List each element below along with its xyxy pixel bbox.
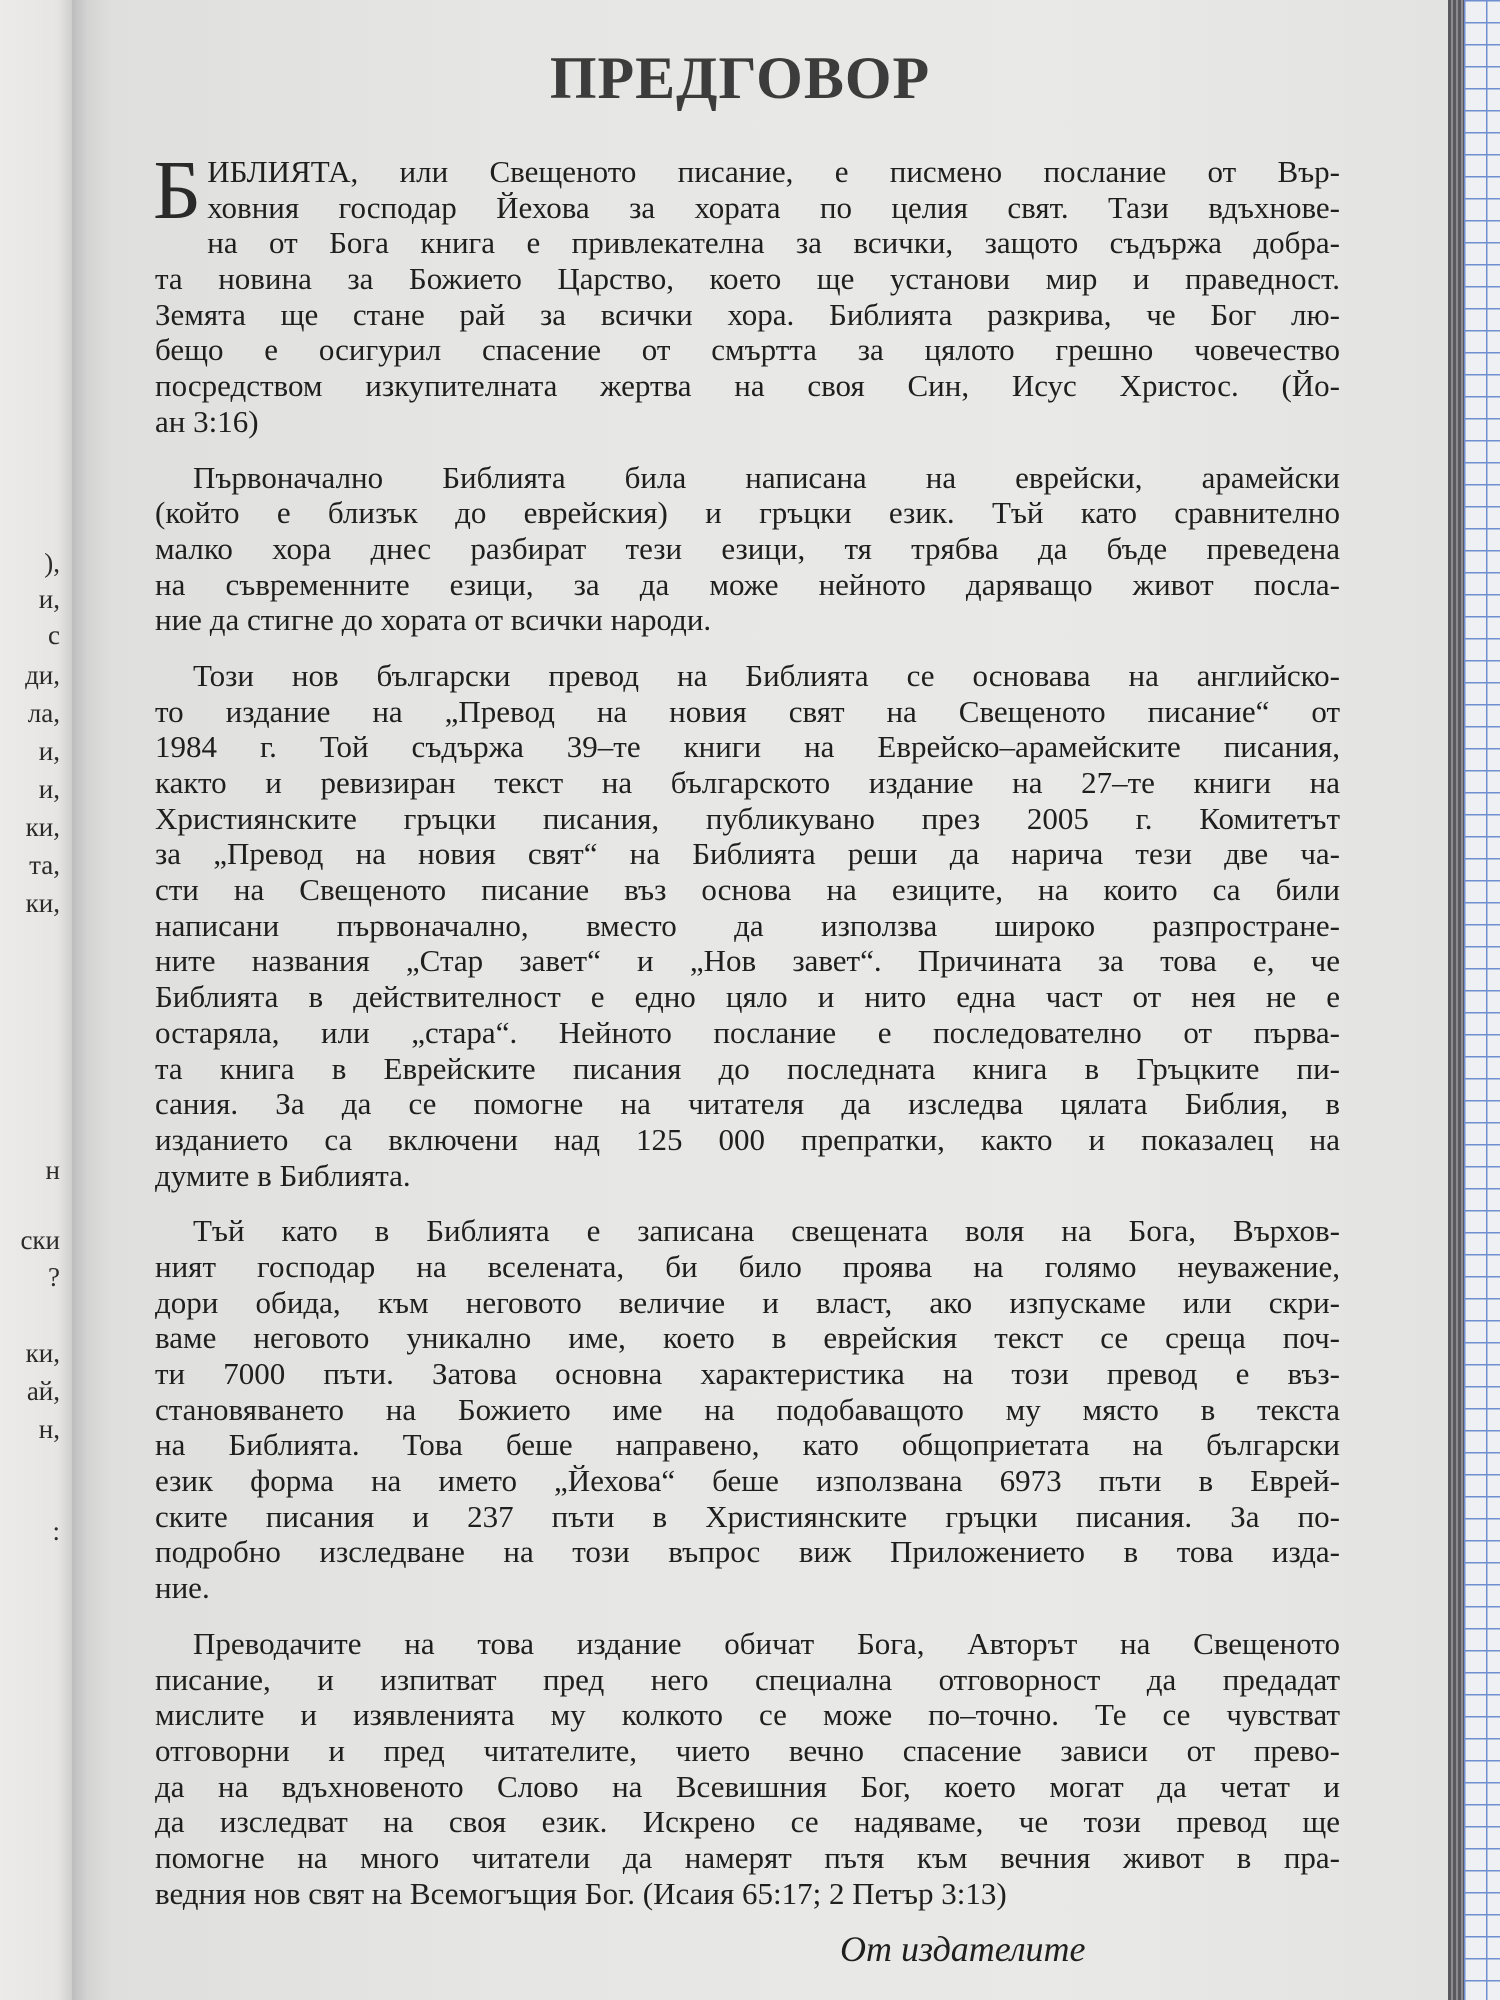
text-line: ти 7000 пъти. Затова основна характеристика на този превод е въз- — [155, 1356, 1340, 1391]
text-line: дори обида, към неговото величие и власт, ако изпускаме или скри- — [155, 1284, 1340, 1320]
text-line: писание, и изпитват пред него специална отговорност да предадат — [155, 1661, 1340, 1697]
text-line: помогне на много читатели да намерят пътя към вечния живот в пра- — [155, 1839, 1340, 1875]
text-line: ние. — [155, 1570, 210, 1606]
text-line: Преводачите на това издание обичат Бога, Авторът на Свещеното — [193, 1625, 1340, 1661]
text-line: (който е близък до еврейския) и гръцки език. Тъй като сравнително — [155, 495, 1340, 531]
text-line: 1984 г. Той съдържа 39–те книги на Еврейско–арамейските писания, — [155, 729, 1340, 765]
left-page-text-fragment: ки, — [25, 812, 60, 842]
text-line: на от Бога книга е привлекателна за всички, защото съдържа добра- — [207, 225, 1340, 261]
drop-cap: Б — [153, 144, 202, 237]
page-title: ПРЕДГОВОР — [549, 45, 931, 111]
text-line: та книга в Еврейските писания до последната книга в Гръцките пи- — [155, 1050, 1340, 1086]
left-page-text-fragment: ? — [48, 1262, 60, 1292]
text-line: ведния нов свят на Всемогъщия Бог. (Исаия 65:17; 2 Петър 3:13) — [155, 1875, 1007, 1911]
text-line: ховния господар Йехова за хората по целия свят. Тази вдъхнове- — [207, 189, 1340, 225]
text-line: мислите и изявленията му колкото се може по–точно. Те се чувстват — [155, 1697, 1340, 1733]
text-line: език форма на името „Йехова“ беше използвана 6973 пъти в Еврей- — [155, 1463, 1340, 1499]
left-page-text-fragment: ла, — [27, 698, 60, 728]
text-line: за „Превод на новия свят“ на Библията реши да нарича тези две ча- — [155, 836, 1340, 872]
left-page-text-fragment: с — [48, 620, 60, 650]
text-line: написани първоначално, вместо да използва широко разпростране- — [155, 907, 1340, 943]
text-line: ният господар на вселената, би било проява на голямо неуважение, — [155, 1248, 1340, 1284]
text-line: Тъй като в Библията е записана свещената воля на Бога, Върхов- — [193, 1213, 1340, 1249]
left-page-text-fragment: та, — [29, 850, 60, 880]
left-page-text-fragment: ди, — [25, 660, 60, 690]
text-line: на съвременните езици, за да може нейното даряващо живот посла- — [155, 566, 1340, 602]
text-line: Земята ще стане рай за всички хора. Библията разкрива, че Бог лю- — [155, 296, 1340, 332]
text-line: ските писания и 237 пъти в Християнските гръцки писания. За по- — [155, 1498, 1340, 1534]
text-line: изданието са включени над 125 000 препратки, както и показалец на — [155, 1121, 1340, 1157]
left-page-text-fragment: ки, — [25, 888, 60, 918]
left-page-text-fragment: и, — [38, 584, 60, 614]
left-page-text-fragment: ки, — [25, 1338, 60, 1368]
text-line: ние да стигне до хората от всички народи. — [155, 602, 712, 638]
text-line: ваме неговото уникално име, което в еврейския текст се среща поч- — [155, 1320, 1340, 1356]
left-page-text-fragment: и, — [38, 736, 60, 766]
paragraph — [153, 144, 1340, 440]
text-line: да изследват на своя език. Искрено се надяваме, че този превод ще — [155, 1804, 1340, 1840]
text-line: становяването на Божието име на подобаващото му място в текста — [155, 1391, 1340, 1427]
paragraph — [155, 1213, 1340, 1606]
text-line: ан 3:16) — [155, 403, 259, 439]
left-page-text-fragment: ), — [44, 548, 60, 578]
text-line: та новина за Божието Царство, което ще установи мир и праведност. — [155, 261, 1340, 297]
paragraph — [155, 658, 1340, 1193]
text-line: сания. За да се помогне на читателя да изследва цялата Библия, в — [155, 1086, 1340, 1122]
text-line: Библията в действителност е едно цяло и нито една част от нея не е — [155, 979, 1340, 1015]
text-line: ните названия „Стар завет“ и „Нов завет“. Причината за това е, че — [155, 943, 1340, 979]
text-line: както и ревизиран текст на българското издание на 27–те книги на — [155, 765, 1340, 800]
signature: От издателите — [840, 1929, 1086, 1969]
text-line: ИБЛИЯТА, или Свещеното писание, е писмено послание от Вър- — [207, 154, 1340, 189]
text-line: Християнските гръцки писания, публикувано през 2005 г. Комитетът — [155, 800, 1340, 836]
paragraph — [155, 460, 1340, 638]
text-line: думите в Библията. — [155, 1157, 411, 1193]
text-line: бещо е осигурил спасение от смъртта за цялото грешно човечество — [155, 332, 1340, 368]
text-line: Първоначално Библията била написана на еврейски, арамейски — [193, 459, 1340, 495]
left-page-text-fragment: ски — [20, 1225, 60, 1255]
preface-body — [153, 144, 1340, 1911]
text-line: подробно изследване на този въпрос виж Приложението в това изда- — [155, 1534, 1340, 1570]
text-line: на Библията. Това беше направено, като общоприетата на български — [155, 1427, 1340, 1463]
grid-paper-background — [1464, 0, 1500, 2000]
paragraph — [155, 1626, 1340, 1912]
left-page-text-fragment: : — [52, 1516, 60, 1546]
text-line: остаряла, или „стара“. Нейното послание е последователно от първа- — [155, 1014, 1340, 1050]
left-page-text-fragment: и, — [38, 774, 60, 804]
text-line: отговорни и пред читателите, чието вечно спасение зависи от прево- — [155, 1732, 1340, 1768]
text-line: то издание на „Превод на новия свят на Свещеното писание“ от — [155, 693, 1340, 729]
left-page-text-fragment: н — [45, 1155, 60, 1185]
left-facing-page — [0, 0, 72, 2000]
left-page-text-fragment: ай, — [26, 1376, 60, 1406]
text-line: малко хора днес разбират тези езици, тя трябва да бъде преведена — [155, 530, 1340, 566]
text-line: сти на Свещеното писание въз основа на езиците, на които са били — [155, 872, 1340, 908]
text-line: да на вдъхновеното Слово на Всевишния Бог, което могат да четат и — [155, 1768, 1340, 1804]
text-line: Този нов български превод на Библията се основава на английско- — [193, 657, 1340, 693]
page-edges — [1448, 0, 1464, 2000]
left-page-text-fragment: н, — [38, 1414, 60, 1444]
book-gutter — [72, 0, 112, 2000]
text-line: посредством изкупителната жертва на своя Син, Исус Христос. (Йо- — [155, 368, 1340, 404]
